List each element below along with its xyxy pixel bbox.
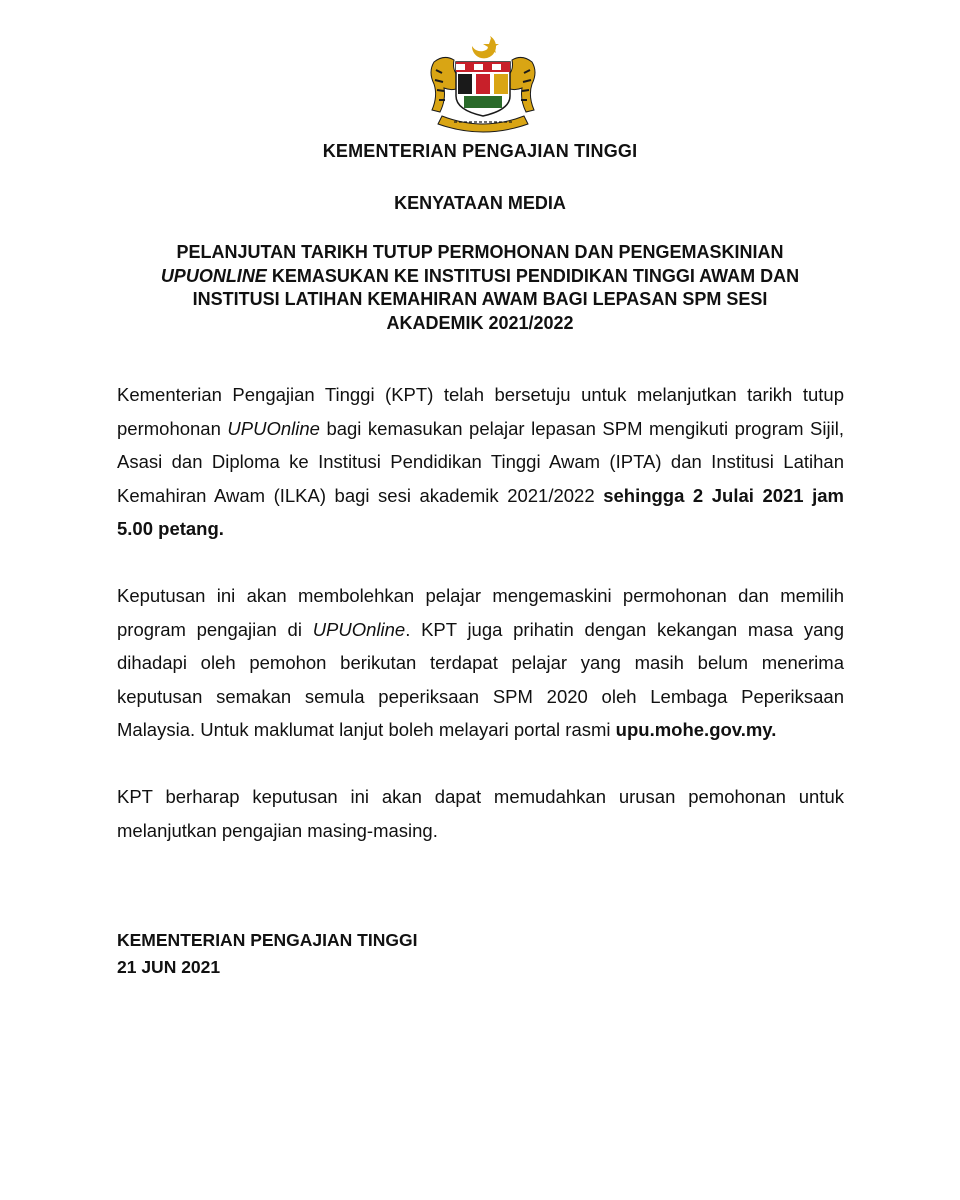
body-paragraph-1 xyxy=(117,378,844,546)
body-paragraph-3: KPT berharap keputusan ini akan dapat memudahkan urusan pemohonan untuk melanjutkan pengajian masing-masing. xyxy=(117,786,844,841)
paragraph-text: . KPT juga prihatin dengan kekangan masa yang dihadapi oleh pemohon berikutan terdapat pelajar yang masih belum menerima keputusan semakan semula peperiksaan SPM 2020 oleh Lembaga Peperiksaan Malaysia. Untuk maklumat lanjut boleh melayari portal rasmi xyxy=(117,618,844,740)
paragraph-text: bagi kemasukan pelajar lepasan SPM mengikuti program Sijil, Asasi dan Diploma ke Institusi Pendidikan Tinggi Awam (IPTA) dan Institusi Latihan Kemahiran Awam (ILKA) bagi sesi akademik 2021/2022 xyxy=(117,417,844,506)
portal-url-text: upu.mohe.gov.my. xyxy=(615,719,777,740)
paragraph-italic-term: UPUOnline xyxy=(227,417,320,439)
headline-line: PELANJUTAN TARIKH TUTUP PERMOHONAN DAN PENGEMASKINIAN xyxy=(176,242,784,262)
paragraph-italic-term: UPUOnline xyxy=(312,618,406,640)
press-release-headline xyxy=(120,241,840,335)
headline-line: INSTITUSI LATIHAN KEMAHIRAN AWAM BAGI LEPASAN SPM SESI xyxy=(192,289,768,309)
malaysia-coat-of-arms-icon xyxy=(420,32,546,136)
body-paragraph-2 xyxy=(117,579,844,747)
ministry-header: KEMENTERIAN PENGAJIAN TINGGI xyxy=(322,141,638,161)
headline-line-text: KEMASUKAN KE INSTITUSI PENDIDIKAN TINGGI AWAM DAN xyxy=(266,265,800,286)
headline-line xyxy=(120,265,840,289)
paragraph-text: Kementerian Pengajian Tinggi (KPT) telah bersetuju untuk melanjutkan tarikh tutup permohonan xyxy=(117,384,844,439)
signoff-ministry: KEMENTERIAN PENGAJIAN TINGGI xyxy=(117,930,418,950)
deadline-text: sehingga 2 Julai 2021 jam 5.00 petang. xyxy=(117,484,845,539)
paragraph-text: Keputusan ini akan membolehkan pelajar mengemaskini permohonan dan memilih program pengajian di xyxy=(117,585,844,640)
document-type-heading: KENYATAAN MEDIA xyxy=(394,193,566,213)
signoff-date: 21 JUN 2021 xyxy=(117,957,221,977)
signoff-block xyxy=(117,927,417,981)
headline-italic-term: UPUONLINE xyxy=(160,265,267,286)
headline-line: AKADEMIK 2021/2022 xyxy=(386,312,574,333)
